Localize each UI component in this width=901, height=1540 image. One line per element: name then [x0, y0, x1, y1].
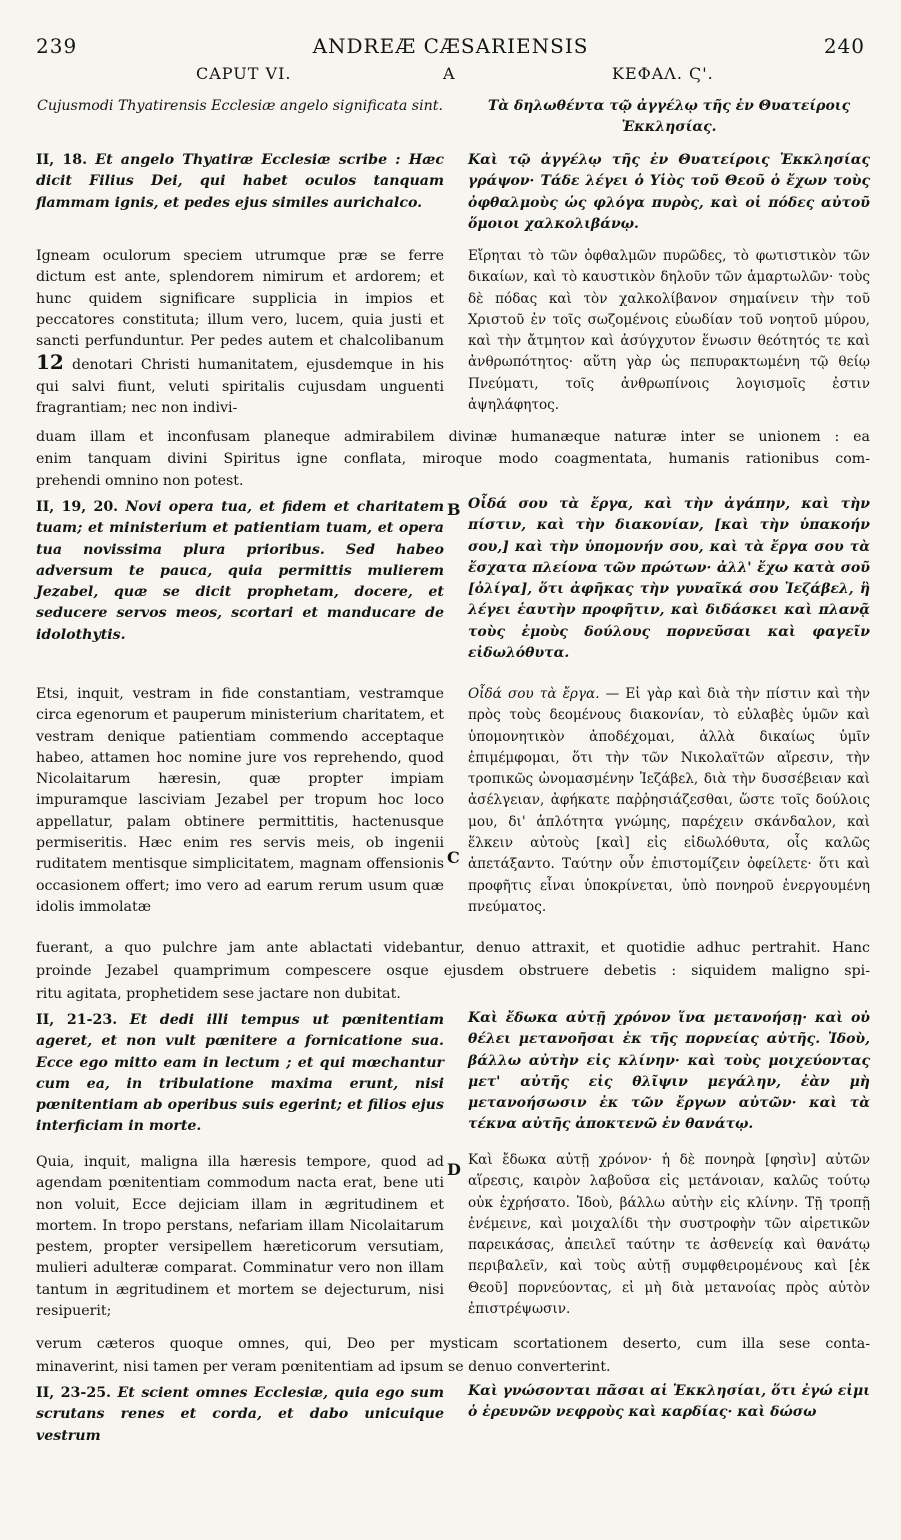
verse-ref: II, 21-23. [36, 1012, 118, 1028]
page-number-right: 240 [823, 34, 865, 58]
full-line: enim tanquam divini Spiritus igne conflata, miroque modo coagmentata, humanis rationibus com- [36, 451, 870, 467]
commentary-text-b: denotari Christi humanitatem, ejusdemque in his qui salvi fiunt, veluti spiritalis cujusdam unguenti fragrantiam; nec non indivi- [36, 357, 444, 417]
commentary-text: — Εἰ γὰρ καὶ διὰ τὴν πίστιν καὶ τὴν πρὸς τοὺς δεομένους διακονίαν, τὸ εὐλαβὲς ὑμῶν καὶ ὑπομονητικὸν ἀποδέχομαι, ἀλλὰ δικαίως ὑμῖν ἐπιμέμφομαι, ὅτι τὴν τῶν Νικολαϊτῶν αἵρεσιν, τὴν τροπικῶς ὠνομασμένην Ἰεζάβελ, διὰ τὴν δυσσέβειαν καὶ ἀσέλγειαν, ἀφήκατε παῤῥησιάζεσθαι, ὥστε τοῖς δούλοις μου, δι' ἁπλότητα γνώμης, παρέχειν σκάνδαλον, καὶ ἕλκειν αὐτοὺς [καὶ] εἰς εἰδωλόθυτα, οἷς καλῶς ἀπετάξαντο. Ταύτην οὖν ἐπιστομίζειν ὀφείλετε· ὅτι καὶ προφῆτις εἶναι ὑποκρίνεται, ὑπὸ πονηροῦ ἐνεργουμένη πνεύματος. [468, 686, 870, 915]
verse-latin-2-21 [36, 1010, 444, 1138]
caput-heading-greek: ΚΕΦΑΛ. Ϛ'. [612, 64, 714, 83]
lemma: Οἶδά σου τὰ ἔργα. [468, 686, 600, 702]
column-marker-c: C [447, 848, 460, 867]
verse-ref: II, 18. [36, 152, 88, 168]
page-number-left: 239 [36, 34, 78, 58]
full-line: prehendi omnino non potest. [36, 473, 244, 489]
full-line: minaverint, nisi tamen per veram pœnitentiam ad ipsum se denuo converterint. [36, 1359, 611, 1375]
verse-ref: II, 23-25. [36, 1385, 111, 1401]
running-title: ANDREÆ CÆSARIENSIS [312, 34, 589, 58]
full-line: duam illam et inconfusam planeque admirabilem divinæ humanæque naturæ inter se unionem : ea [36, 429, 870, 445]
verse-greek-2-19: Οἶδά σου τὰ ἔργα, καὶ τὴν ἀγάπην, καὶ τὴν πίστιν, καὶ τὴν διακονίαν, [καὶ τὴν ὑπακοήν σου,] καὶ τὴν ὑπομονήν σου, καὶ τὰ ἔργα σου τὰ ἔσχατα πλείονα τῶν πρώτων· ἀλλ' ἔχω κατὰ σοῦ [ὀλίγα], ὅτι ἀφῆκας τὴν γυναῖκά σου Ἰεζάβελ, ἣ λέγει ἑαυτὴν προφῆτιν, καὶ διδάσκει καὶ πλανᾷ τοὺς ἐμοὺς δούλους πορνεῦσαι καὶ φαγεῖν εἰδωλόθυτα. [468, 496, 870, 662]
full-line: ritu agitata, prophetidem sese jactare non dubitat. [36, 986, 401, 1002]
verse-text: Et dedi illi tempus ut pœnitentiam ageret, et non vult pœnitere a fornicatione sua. Ecce ego mitto eam in lectum ; et qui mœchantur cum ea, in tribulatione maxima erunt, nisi pœnitentiam ab operibus suis egerint; et filios ejus interficiam in morte. [36, 1012, 444, 1135]
verse-latin-2-23 [36, 1383, 444, 1447]
caput-heading-latin: CAPUT VI. [196, 64, 292, 83]
verse-greek-2-23: Καὶ γνώσονται πᾶσαι αἱ Ἐκκλησίαι, ὅτι ἐγώ εἰμι ὁ ἐρευνῶν νεφροὺς καὶ καρδίας· καὶ δώσω [468, 1383, 870, 1421]
column-marker-b: B [447, 500, 461, 519]
verse-text: Novi opera tua, et fidem et charitatem tuam; et ministerium et patientiam tuam, et opera tua novissima plura prioribus. Sed habeo adversum te pauca, quia permittis mulierem Jezabel, quæ se dicit prophetam, docere, et seducere servos meos, scortari et manducare de idolothytis. [36, 499, 444, 643]
verse-text: Et scient omnes Ecclesiæ, quia ego sum scrutans renes et corda, et dabo unicuique vestrum [36, 1385, 444, 1444]
column-marker-d: D [447, 1160, 461, 1179]
verse-greek-2-18: Καὶ τῷ ἀγγέλῳ τῆς ἐν Θυατείροις Ἐκκλησίας γράψον· Τάδε λέγει ὁ Υἱὸς τοῦ Θεοῦ ὁ ἔχων τοὺς ὀφθαλμοὺς ὡς φλόγα πυρὸς, καὶ οἱ πόδες αὐτοῦ ὅμοιοι χαλκολιβάνῳ. [468, 152, 870, 232]
full-line: proinde Jezabel quamprimum compescere osque ejusdem obstruere debetis : siquidem maligno spi- [36, 963, 870, 979]
section-title-latin: Cujusmodi Thyatirensis Ecclesiæ angelo significata sint. [37, 98, 443, 114]
commentary-latin-2: Etsi, inquit, vestram in fide constantiam, vestramque circa egenorum et pauperum ministerium charitatem, et vestram denique patientiam commendo acceptaque habeo, attamen hoc nomine jure vos reprehendo, quod Nicolaitarum hæresin, quæ propter impiam impuramque lasciviam Jezabel per tropum hoc loco appellatur, palam obtinere permittitis, hactenusque permiseritis. Hæc enim res servis meis, ob ingenii ruditatem mentisque simplicitatem, magnam offensionis occasionem offert; imo vero ad earum rerum usum quæ idolis immolatæ [36, 686, 444, 915]
full-line: fuerant, a quo pulchre jam ante ablactati videbantur, denuo attraxit, et quotidie adhuc pertrahit. Hanc [36, 940, 870, 956]
commentary-greek-2 [468, 684, 870, 918]
column-number: 12 [36, 350, 64, 375]
verse-greek-2-21: Καὶ ἔδωκα αὐτῇ χρόνον ἵνα μετανοήσῃ· καὶ οὐ θέλει μετανοῆσαι ἐκ τῆς πορνείας αὐτῆς. Ἰδοὺ, βάλλω αὐτὴν εἰς κλίνην· καὶ τοὺς μοιχεύοντας μετ' αὐτῆς εἰς θλῖψιν μεγάλην, ἐὰν μὴ μετανοήσωσιν ἐκ τῶν ἔργων αὐτῶν· καὶ τὰ τέκνα αὐτῆς ἀποκτενῶ ἐν θανάτῳ. [468, 1010, 870, 1133]
commentary-latin-3: Quia, inquit, maligna illa hæresis tempore, quod ad agendam pœnitentiam commodum nacta erat, bene uti non voluit, Ecce dejiciam illam in ægritudinem et mortem. In tropo perstans, nefariam illam Nicolaitarum pestem, propter versipellem hæreticorum versutiam, mulieri adulteræ comparat. Comminatur vero non illam tantum in ægritudinem et mortem se dejecturum, nisi resipuerit; [36, 1154, 444, 1320]
commentary-latin-1 [36, 246, 444, 419]
verse-latin-2-19 [36, 497, 444, 646]
full-line: verum cæteros quoque omnes, qui, Deo per mysticam scortationem deserto, cum illa sese conta- [36, 1336, 870, 1352]
commentary-greek-1: Εἴρηται τὸ τῶν ὀφθαλμῶν πυρῶδες, τὸ φωτιστικὸν τῶν δικαίων, καὶ τὸ καυστικὸν δηλοῦν τῶν ἁμαρτωλῶν· τοὺς δὲ πόδας καὶ τὸν χαλκολίβανον σημαίνειν τὴν τοῦ Χριστοῦ ἐν τοῖς σωζομένοις εὐωδίαν τοῦ νοητοῦ μύρου, καὶ τὴν ἄτμητον καὶ ἀσύγχυτον ἕνωσιν θεότητός τε καὶ ἀνθρωπότητος· αὕτη γὰρ ὡς πεπυρακτωμένη τῷ θείῳ Πνεύματι, τοῖς ἀνθρωπίνοις λογισμοῖς ἐστιν ἀψηλάφητος. [468, 248, 870, 414]
commentary-greek-3: Καὶ ἔδωκα αὐτῇ χρόνον· ἡ δὲ πονηρὰ [φησὶν] αὐτῶν αἵρεσις, καιρὸν λαβοῦσα εἰς μετάνοιαν, καλῶς τούτῳ οὐκ ἐχρήσατο. Ἰδοὺ, βάλλω αὐτὴν εἰς κλίνην. Τῇ τροπῇ ἐνέμεινε, καὶ μοιχαλίδι τὴν συστροφὴν τῶν αἱρετικῶν παρεικάσας, ἀπειλεῖ ταύτην τε ἀσθενείᾳ καὶ θανάτῳ περιβαλεῖν, καὶ τοὺς αὐτῇ συμφθειρομένους καὶ [ἐκ Θεοῦ] πορνεύοντας, εἰ μὴ διὰ μετανοίας πρὸς αὐτὸν ἐπιστρέψωσιν. [468, 1152, 870, 1318]
verse-text: Et angelo Thyatiræ Ecclesiæ scribe : Hæc dicit Filius Dei, qui habet oculos tanquam flammam ignis, et pedes ejus similes aurichalco. [36, 152, 444, 211]
verse-ref: II, 19, 20. [36, 499, 119, 515]
commentary-text-a: Igneam oculorum speciem utrumque præ se ferre dictum est ante, splendorem nimirum et ardorem; et hunc quidem significare supplicia in impios et peccatores constituta; illum vero, lucem, quia justi et sancti perfunduntur. Per pedes autem et chalcolibanum [36, 248, 444, 350]
verse-latin-2-18 [36, 150, 444, 214]
section-title-greek: Τὰ δηλωθέντα τῷ ἀγγέλῳ τῆς ἐν Θυατείροις Ἐκκλησίας. [487, 98, 851, 136]
column-marker-a: A [443, 64, 456, 83]
